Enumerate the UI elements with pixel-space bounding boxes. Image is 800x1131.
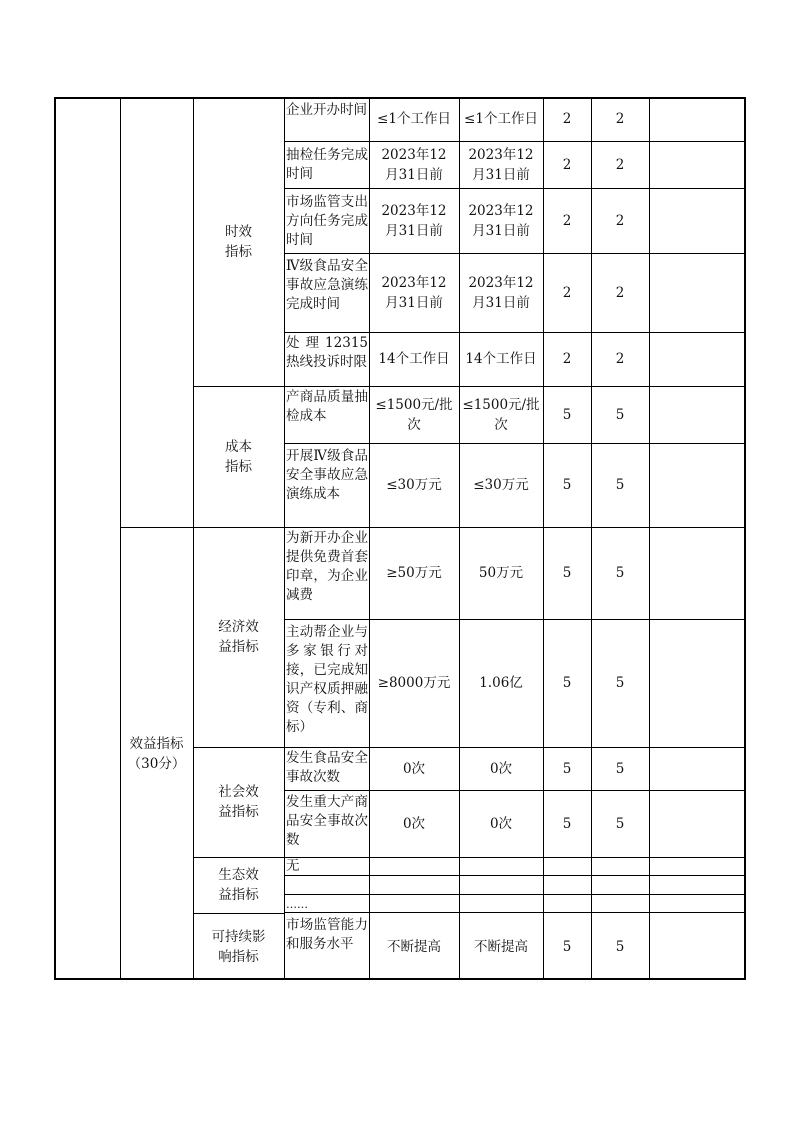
indicator-name: 为新开办企业提供免费首套印章，为企业减费 <box>286 530 368 603</box>
actual-value: ≤1500元/批次 <box>462 396 540 433</box>
indicator-name: 开展Ⅳ级食品安全事故应急演练成本 <box>286 448 368 502</box>
category-timeliness: 时效 指标 <box>225 223 252 260</box>
actual-value: ≤30万元 <box>473 477 529 493</box>
actual-value: 14个工作日 <box>465 351 537 367</box>
indicator-name: 市场监管支出方向任务完成时间 <box>286 194 368 248</box>
score-value: 5 <box>615 406 625 423</box>
category-social: 社会效 益指标 <box>218 784 259 820</box>
category-ecological: 生态效 益指标 <box>218 867 259 903</box>
target-value: ≤1500元/批次 <box>375 396 453 433</box>
actual-value: 50万元 <box>478 565 524 581</box>
weight-value: 5 <box>562 938 572 955</box>
weight-value: 5 <box>562 760 572 777</box>
score-value: 5 <box>615 477 625 493</box>
grid-line <box>649 97 650 980</box>
weight-value: 5 <box>562 477 572 493</box>
grid-line <box>284 894 746 895</box>
indicator-name: …… <box>286 898 308 911</box>
weight-value: 5 <box>562 565 572 581</box>
dimension-label: 效益指标 <box>129 735 184 752</box>
weight-value: 2 <box>562 111 572 127</box>
indicator-name: 发生食品安全事故次数 <box>286 750 368 785</box>
actual-value: 2023年12月31日前 <box>468 202 534 239</box>
score-value: 5 <box>615 938 625 955</box>
target-value: 2023年12月31日前 <box>381 202 447 239</box>
score-value: 5 <box>615 565 625 581</box>
indicator-name: 抽检任务完成时间 <box>286 147 368 182</box>
actual-value: 2023年12月31日前 <box>468 146 534 183</box>
indicator-name: 处理12315热线投诉时限 <box>286 335 368 370</box>
dimension-cell <box>120 527 193 980</box>
weight-value: 5 <box>562 675 572 691</box>
weight-value: 2 <box>562 284 572 301</box>
score-value: 5 <box>615 675 625 691</box>
actual-value: 0次 <box>489 760 513 777</box>
category-sustainable: 可持续影 响指标 <box>211 928 266 965</box>
score-value: 2 <box>615 156 625 173</box>
category-cost: 成本 指标 <box>225 438 252 475</box>
target-value: ≤1个工作日 <box>377 111 451 127</box>
target-value: 不断提高 <box>387 938 441 955</box>
weight-value: 5 <box>562 815 572 832</box>
score-value: 2 <box>615 111 625 127</box>
target-value: 0次 <box>402 760 426 777</box>
target-value: ≥50万元 <box>386 565 442 581</box>
indicator-name: 主动帮企业与多家银行对接，已完成知识产权质押融资（专利、商标） <box>286 624 368 735</box>
target-value: 2023年12月31日前 <box>381 274 447 311</box>
score-value: 2 <box>615 351 625 367</box>
actual-value: 1.06亿 <box>479 675 523 691</box>
category-economic: 经济效 益指标 <box>218 619 259 655</box>
grid-line <box>284 97 285 980</box>
weight-value: 2 <box>562 212 572 229</box>
actual-value: ≤1个工作日 <box>464 111 538 127</box>
indicator-name: 无 <box>286 858 300 874</box>
actual-value: 不断提高 <box>474 938 528 955</box>
indicator-name: 产商品质量抽检成本 <box>286 389 368 424</box>
actual-value: 0次 <box>489 815 513 832</box>
weight-value: 5 <box>562 406 572 423</box>
indicator-name: Ⅳ级食品安全事故应急演练完成时间 <box>286 258 368 312</box>
target-value: 0次 <box>402 815 426 832</box>
indicator-name: 发生重大产商品安全事故次数 <box>286 794 368 848</box>
target-value: 14个工作日 <box>378 351 450 367</box>
score-value: 5 <box>615 815 625 832</box>
indicator-name: 市场监管能力和服务水平 <box>286 917 368 952</box>
score-value: 2 <box>615 212 625 229</box>
dimension-score: （30分） <box>127 755 186 772</box>
indicator-name: 企业开办时间 <box>286 102 367 118</box>
weight-value: 2 <box>562 156 572 173</box>
target-value: ≤30万元 <box>386 477 442 493</box>
actual-value: 2023年12月31日前 <box>468 274 534 311</box>
grid-line <box>284 875 746 876</box>
target-value: ≥8000万元 <box>377 675 451 691</box>
score-value: 2 <box>615 284 625 301</box>
weight-value: 2 <box>562 351 572 367</box>
score-value: 5 <box>615 760 625 777</box>
target-value: 2023年12月31日前 <box>381 146 447 183</box>
